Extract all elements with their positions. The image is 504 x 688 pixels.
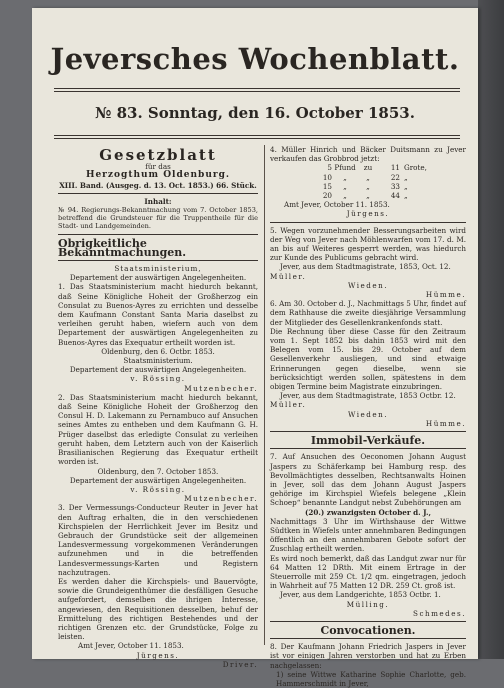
notice-7c: Es wird noch bemerkt, daß das Landgut zwar nur für 64 Matten 12 DRth. Mit einem Ertrage in der Steuerrolle mit 259 Ct. 1/2 qm. eingetragen, jedoch in Wahrheit auf 75 Matten 12 DR. 259 Ct. groß ist. — [270, 553, 466, 591]
inhalt-text: № 94. Regierungs-Bekanntmachung vom 7. October 1853, betreffend die Grundsteuer für die Truppentheile für die Stadt- und Landgemeinden. — [58, 206, 258, 231]
notice-2-sign-2: v. Rössing. — [130, 484, 186, 494]
newspaper-page — [32, 8, 478, 688]
book-spine — [478, 0, 504, 659]
masthead-title: Jeversches Wochenblatt. — [50, 42, 460, 76]
rate-unit: „ — [343, 172, 347, 182]
notice-5-sign-3: Hümme. — [425, 290, 466, 300]
inhalt-label: Inhalt: — [144, 196, 172, 206]
rate-price: 11 — [390, 163, 400, 173]
rate-currency: „ — [404, 181, 408, 191]
issue-date: den 16. October 1853. — [228, 104, 415, 122]
rate-zu: „ — [366, 181, 370, 191]
notice-6: 6. Am 30. October d. J., Nachmittags 5 Uhr, findet auf dem Rathhause die zweite diesjährige Versammlung der Mitglieder des Gesellenkrankenfonds statt. — [270, 299, 466, 327]
notice-2-sign-1: Departement der auswärtigen Angelegenheiten. — [69, 475, 247, 485]
rate-weight: 15 — [322, 181, 332, 191]
gesetzblatt-volume: XIII. Band. (Ausgeg. d. 13. Oct. 1853.) 66. Stück. — [59, 180, 257, 190]
issue-day: Sonntag, — [147, 104, 223, 122]
rate-zu: „ — [366, 191, 370, 201]
notice-8-item-1: 1) seine Wittwe Katharine Sophie Charlotte, geb. Hammerschmidt in Jever, — [276, 669, 466, 688]
immobil-rule-top — [270, 431, 466, 432]
conv-rule-bottom — [270, 638, 466, 639]
left-column — [58, 145, 258, 669]
notice-7-date: (20.) zwanzigsten October d. J., — [305, 507, 431, 517]
issue-rule-bottom — [54, 138, 460, 139]
right-column — [270, 145, 466, 688]
notice-7: 7. Auf Ansuchen des Oeconomen Johann August Jaspers zu Schäferkamp bei Hamburg resp. des Bevollmächtigtes desselben, Rechtsanwalts Hoinen in Jever, soll das dem Johann August Jaspers gehörige im Kirchspiel Wiefels belegene „Klein Schoep“ benannte Landgut nebst Zubehörungen am — [270, 452, 466, 508]
gesetzblatt-for: für das — [145, 162, 171, 172]
notice-8: 8. Der Kaufmann Johann Friedrich Jaspers in Jever ist vor einigen Jahren verstorben und hat zu Erben nachgelassen: — [270, 642, 466, 670]
rule-4-5 — [270, 222, 466, 223]
rate-row — [314, 182, 466, 191]
notice-1-sign-1: Staatsministerium. — [123, 356, 193, 366]
column-divider — [264, 145, 265, 645]
notice-6b: Die Rechnung über diese Casse für den Zeitraum vom 1. Sept 1852 bis dahin 1853 wird mit den Belegen vom 15. bis 29. October auf dem Gesellenverkehr ausliegen, und sind etwaige Erinnerungen gegen dieselbe, wenn sie berücksichtigt werden sollen, spätestens in dem obigen Termine beim Magistrate einzubringen. — [270, 326, 466, 392]
notice-3-sign-2: Driver. — [222, 659, 258, 669]
gesetz-rule — [58, 193, 258, 194]
convocationen-title: Convocationen. — [320, 623, 416, 637]
notice-6-sign-2: Wieden. — [347, 409, 389, 419]
notice-3-sign-1: Jürgens. — [136, 650, 180, 660]
notice-1-sign-4: Mutzenbecher. — [184, 383, 258, 393]
rate-currency: Grote, — [404, 163, 427, 173]
rate-unit: „ — [343, 191, 347, 201]
rate-currency: „ — [404, 172, 408, 182]
rate-zu: zu — [363, 163, 373, 173]
ministry-sub: Departement der auswärtigen Angelegenheiten. — [69, 273, 247, 283]
rate-price: 33 — [390, 181, 400, 191]
notice-2: 2. Das Staatsministerium macht hiedurch bekannt, daß Seine Königliche Hoheit der Großherzog den Consul H. D. Lakemann zu Pernambuco auf Ansuchen seines Amtes zu entheben und dem Kaufmann G. H. Prüger daselbst das erledigte Consulat zu verleihen geruht haben, dem Letztern auch von der Kaiserlich Brasilianischen Regierung das Exequatur ertheilt worden ist. — [58, 392, 258, 467]
notice-1-sign-2: Departement der auswärtigen Angelegenheiten. — [69, 365, 247, 375]
rate-zu: „ — [366, 172, 370, 182]
notice-6-sign-1: Müller. — [270, 400, 307, 410]
rate-weight: 10 — [322, 172, 332, 182]
notice-5-sign-1: Müller. — [270, 271, 307, 281]
notice-7b: Nachmittags 3 Uhr im Wirthshause der Wittwe Südtken in Wiefels unter annehmbaren Bedingungen öffentlich an den annehmbaren Gebote sofort der Zuschlag ertheilt werden. — [270, 516, 466, 554]
bread-rates — [270, 163, 466, 200]
conv-rule-top — [270, 621, 466, 622]
notice-2-place: Oldenburg, den 7. October 1853. — [97, 466, 219, 476]
notice-4: 4. Müller Hinrich und Bäcker Duitsmann zu Jever verkaufen das Grobbrod jetzt: — [270, 145, 466, 164]
obrigkeit-title: Obrigkeitliche Bekanntmachungen. — [58, 236, 187, 259]
notice-3-place: Amt Jever, October 11. 1853. — [78, 641, 184, 651]
notice-6-sign-3: Hümme. — [425, 418, 466, 428]
rate-row — [314, 163, 466, 172]
masthead-rule-top — [54, 88, 460, 89]
notice-1-place: Oldenburg, den 6. Octbr. 1853. — [101, 346, 215, 356]
rate-unit: „ — [343, 181, 347, 191]
notice-4-sign: Jürgens. — [346, 209, 390, 219]
gesetzblatt-title: Gesetzblatt — [99, 146, 217, 164]
notice-4-place: Amt Jever, October 11. 1853. — [284, 200, 390, 210]
rate-unit: Pfund — [334, 163, 356, 173]
notice-2-sign-3: Mutzenbecher. — [184, 494, 258, 504]
issue-line — [32, 104, 478, 122]
notice-5-place: Jever, aus dem Stadtmagistrate, 1853, Oct. 12. — [280, 262, 451, 272]
ministry-head: Staatsministerium, — [114, 264, 202, 274]
immobil-title: Immobil-Verkäufe. — [310, 434, 426, 448]
immobil-rule-bottom — [270, 448, 466, 449]
rate-weight: 5 — [327, 163, 332, 173]
notice-1-sign-3: v. Rössing. — [130, 374, 186, 384]
issue-rule-top — [54, 135, 460, 136]
rate-price: 22 — [390, 172, 400, 182]
notice-7-place: Jever, aus dem Landgerichte, 1853 Octbr. 1. — [280, 590, 441, 600]
notice-3b: Es werden daher die Kirchspiels- und Bauervögte, sowie die Grundeigenthümer die desfälligen Gesuche aufgefordert, demselben die ihrigen Interesse, angewiesen, den Requisitionen desselben, behuf der Ermittelung des richtigen Bestehendes und der richtigen Grenzen etc. der Grundstücke, Folge zu leisten. — [58, 576, 258, 642]
notice-5: 5. Wegen vorzunehmender Besserungsarbeiten wird der Weg von Jever nach Möhlenwarfen vom 17. d. M. an bis auf Weiteres gesperrt werden, was hiedurch zur Kunde des Publicums gebracht wird. — [270, 225, 466, 263]
section-rule-bottom — [58, 260, 258, 261]
notice-1: 1. Das Staatsministerium macht hiedurch bekannt, daß Seine Königliche Hoheit der Großherzog ein Consulat zu Buenos-Ayres zu errichten und desselbe dem Kaufmann Constant Santa Maria daselbst zu verleihen geruht haben, wiefern auch von dem Departement der auswärtigen Angelegenheiten zu Buenos-Ayres das Exequatur ertheilt worden ist. — [58, 282, 258, 347]
notice-3: 3. Der Vermessungs-Conducteur Reuter in Jever hat den Auftrag erhalten, die in den verschiedenen Kirchspielen der Herrlichkeit Jever im Besitz und Gebrauch der Grundstücke seit der allgemeinen Landesvermessung vorgekommenen Veränderungen aufzunehmen und in die betreffenden Landesvermessungs-Karten und Registern nachzutragen. — [58, 503, 258, 577]
rate-row — [314, 191, 466, 200]
rate-weight: 20 — [322, 191, 332, 201]
rate-currency: „ — [404, 191, 408, 201]
notice-6-place: Jever, aus dem Stadtmagistrate, 1853 Octbr. 12. — [280, 391, 456, 401]
masthead-rule-bottom — [54, 91, 460, 92]
notice-7-sign-1: Mülling. — [346, 599, 390, 609]
issue-number: № 83. — [95, 104, 143, 122]
section-rule-top — [58, 234, 258, 235]
notice-7-sign-2: Schmedes. — [413, 608, 466, 618]
notice-5-sign-2: Wieden. — [347, 280, 389, 290]
rate-price: 44 — [390, 191, 400, 201]
gesetzblatt-state: Herzogthum Oldenburg. — [85, 170, 231, 181]
rate-row — [314, 173, 466, 182]
